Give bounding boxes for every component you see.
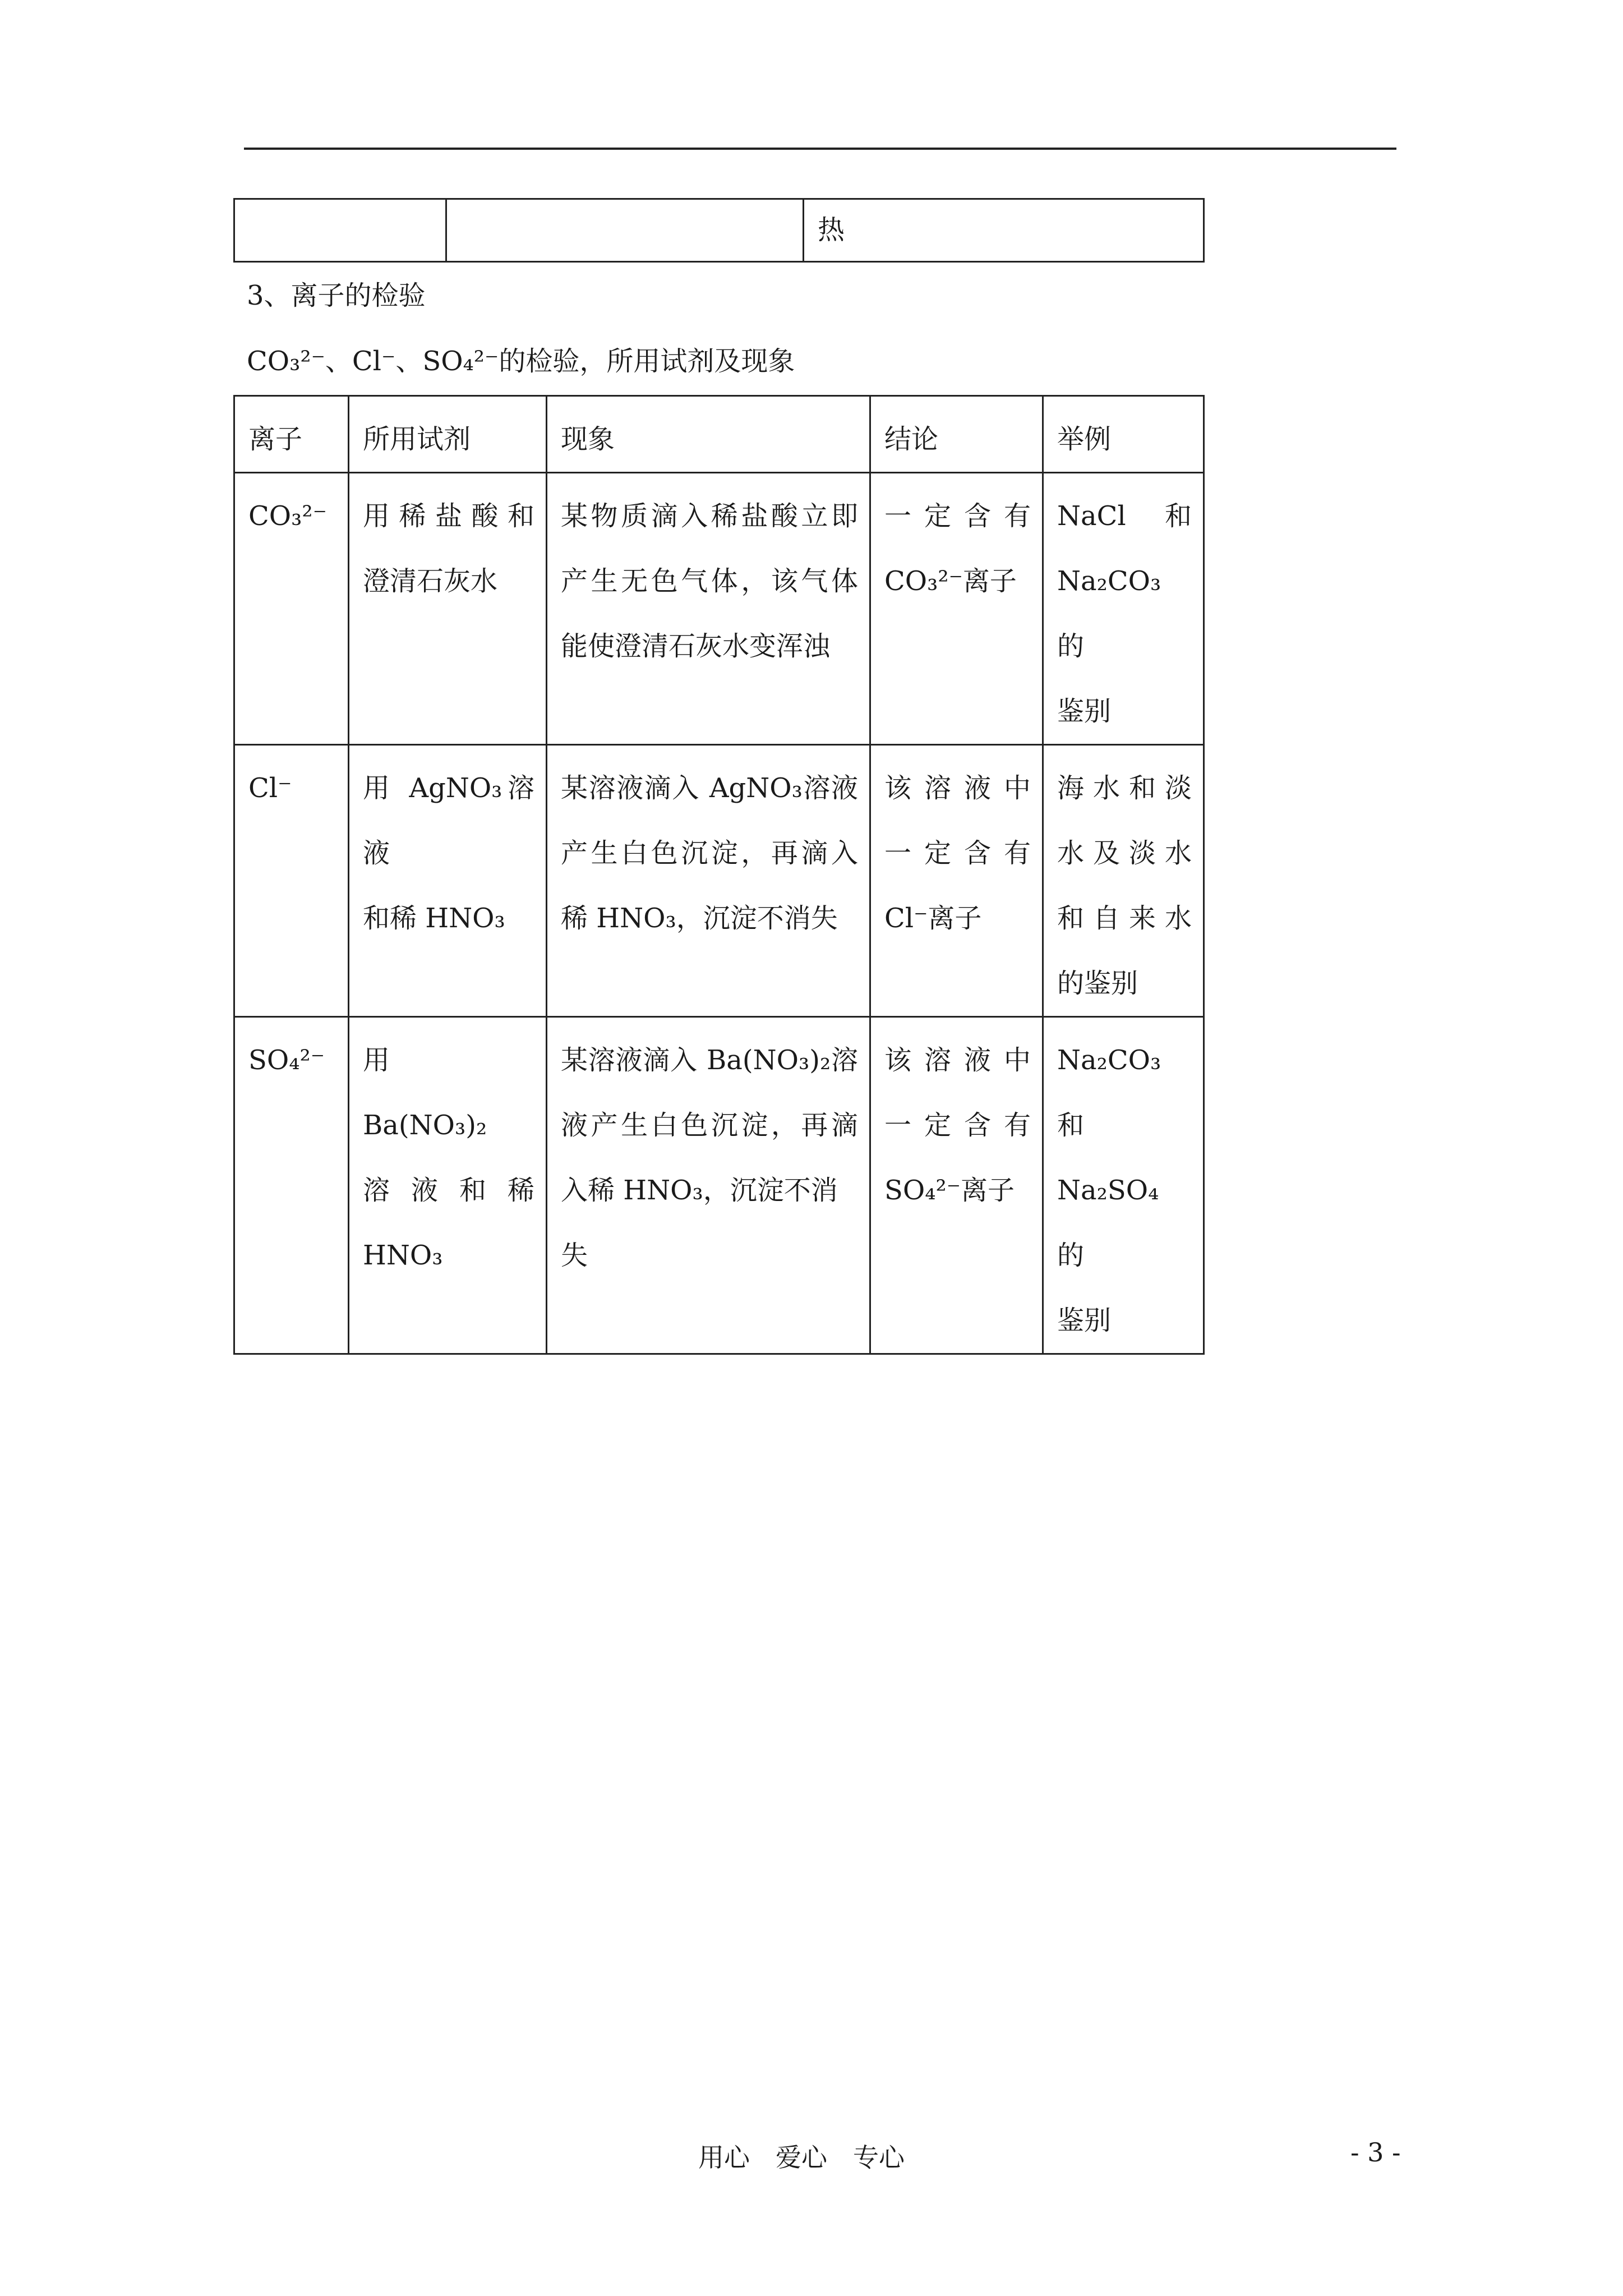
phenomenon-line: 液产生白色沉淀，再滴 (561, 1110, 858, 1141)
table-row-carbonate (234, 473, 1204, 745)
cell-ion: CO₃²⁻ (234, 473, 349, 745)
reagent-line: 溶液和稀 (363, 1175, 534, 1206)
phenomenon-line: 入稀 HNO₃，沉淀不消失 (561, 1175, 838, 1271)
cell-conclusion (870, 745, 1043, 1017)
reagent-line: 澄清石灰水 (363, 565, 498, 597)
cell-example (1043, 745, 1204, 1017)
phenomenon-line: 某溶液滴入 Ba(NO₃)₂溶 (561, 1045, 858, 1076)
phenomenon-line: 产生白色沉淀，再滴入 (561, 838, 858, 869)
example-line: 水及淡水 (1057, 838, 1192, 869)
conclusion-line: CO₃²⁻离子 (884, 565, 1017, 597)
phenomenon-line: 某溶液滴入 AgNO₃溶液 (561, 772, 858, 804)
conclusion-line: 一定含有 (884, 1110, 1031, 1141)
continued-table (233, 198, 1205, 263)
conclusion-line: 该溶液中 (884, 1045, 1031, 1076)
table-cell (234, 199, 446, 262)
table-cell (446, 199, 804, 262)
ion-test-table (233, 395, 1205, 1355)
header-example: 举例 (1043, 396, 1204, 473)
cell-phenomenon (547, 473, 870, 745)
reagent-line: 用 AgNO₃溶液 (363, 772, 534, 869)
table-cell: 热 (804, 199, 1204, 262)
cell-example (1043, 1017, 1204, 1354)
page-number: - 3 - (1350, 2137, 1401, 2168)
reagent-line: 和稀 HNO₃ (363, 903, 505, 934)
section-title: 3、离子的检验 (247, 280, 426, 311)
header-ion: 离子 (234, 396, 349, 473)
example-line: Na₂CO₃ 和 (1057, 1045, 1188, 1141)
example-line: 和自来水 (1057, 903, 1192, 934)
phenomenon-line: 产生无色气体，该气体 (561, 565, 858, 597)
header-rule (244, 148, 1396, 150)
example-line: 鉴别 (1057, 696, 1112, 727)
cell-reagent (349, 1017, 547, 1354)
conclusion-line: 该溶液中 (884, 772, 1031, 804)
reagent-line: HNO₃ (363, 1240, 443, 1271)
conclusion-line: 一定含有 (884, 838, 1031, 869)
cell-ion: SO₄²⁻ (234, 1017, 349, 1354)
intro-ions: CO₃²⁻、Cl⁻、SO₄²⁻ (247, 346, 499, 377)
cell-conclusion (870, 473, 1043, 745)
footer-motto: 用心 爱心 专心 (698, 2142, 905, 2173)
example-line: 海水和淡 (1057, 772, 1192, 804)
phenomenon-line: 稀 HNO₃，沉淀不消失 (561, 903, 838, 934)
cell-phenomenon (547, 745, 870, 1017)
intro-line (247, 339, 795, 378)
cell-reagent (349, 473, 547, 745)
conclusion-line: Cl⁻离子 (884, 903, 982, 934)
conclusion-line: SO₄²⁻离子 (884, 1175, 1015, 1206)
example-line: Na₂CO₃ 的 (1057, 565, 1188, 662)
conclusion-line: 一定含有 (884, 500, 1031, 532)
phenomenon-line: 某物质滴入稀盐酸立即 (561, 500, 858, 532)
cell-example (1043, 473, 1204, 745)
header-reagent: 所用试剂 (349, 396, 547, 473)
example-line: Na₂SO₄ 的 (1057, 1175, 1186, 1271)
example-line: 的鉴别 (1057, 968, 1138, 999)
cell-reagent (349, 745, 547, 1017)
table-header-row (234, 396, 1204, 473)
intro-text: 的检验，所用试剂及现象 (499, 346, 795, 377)
cell-phenomenon (547, 1017, 870, 1354)
table-row (234, 199, 1204, 262)
phenomenon-line: 能使澄清石灰水变浑浊 (561, 631, 831, 662)
cell-ion: Cl⁻ (234, 745, 349, 1017)
table-row-chloride (234, 745, 1204, 1017)
reagent-line: 用 Ba(NO₃)₂ (363, 1045, 487, 1141)
header-conclusion: 结论 (870, 396, 1043, 473)
cell-conclusion (870, 1017, 1043, 1354)
header-phenomenon: 现象 (547, 396, 870, 473)
example-line: NaCl 和 (1057, 500, 1192, 532)
example-line: 鉴别 (1057, 1305, 1112, 1336)
table-row-sulfate (234, 1017, 1204, 1354)
reagent-line: 用稀盐酸和 (363, 500, 534, 532)
